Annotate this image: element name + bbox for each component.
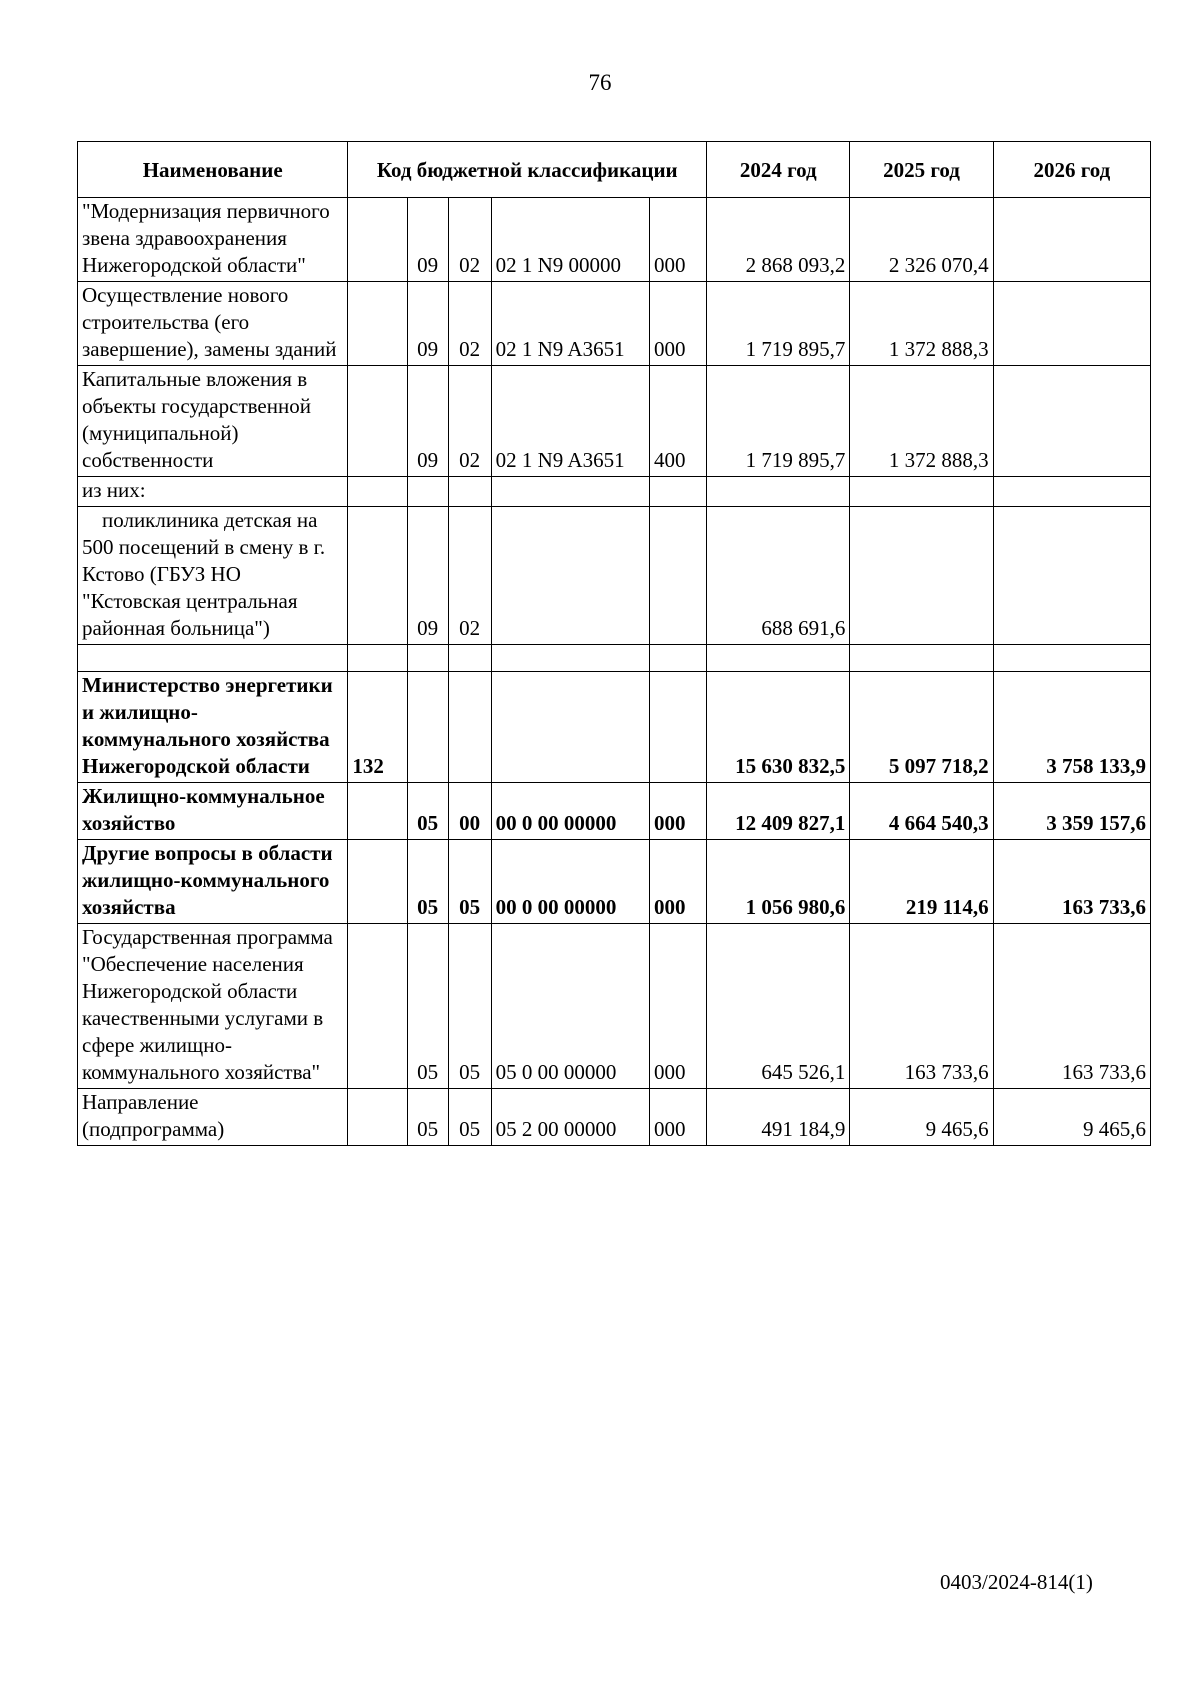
table-row <box>78 477 1151 507</box>
document-code: 0403/2024-814(1) <box>940 1570 1093 1594</box>
row-name: поликлиника детская на 500 посещений в смену в г. Кстово (ГБУЗ НО "Кстовская центральная районная больница") <box>78 507 348 645</box>
value-2025 <box>850 507 993 645</box>
value-2024: 15 630 832,5 <box>707 672 850 783</box>
code-subsection <box>448 645 491 672</box>
value-2025 <box>850 477 993 507</box>
header-2025: 2025 год <box>850 142 993 198</box>
code-ministry <box>348 198 407 282</box>
row-name: Осуществление нового строительства (его завершение), замены зданий <box>78 282 348 366</box>
value-2026 <box>993 198 1150 282</box>
value-2026 <box>993 477 1150 507</box>
code-section: 05 <box>407 840 448 924</box>
code-ministry <box>348 1089 407 1146</box>
code-ministry <box>348 840 407 924</box>
value-2024: 645 526,1 <box>707 924 850 1089</box>
code-target: 00 0 00 00000 <box>491 783 649 840</box>
value-2026: 163 733,6 <box>993 840 1150 924</box>
code-subsection: 02 <box>448 198 491 282</box>
code-section <box>407 477 448 507</box>
row-name: Капитальные вложения в объекты государственной (муниципальной) собственности <box>78 366 348 477</box>
value-2024: 688 691,6 <box>707 507 850 645</box>
table-row <box>78 366 1151 477</box>
value-2025: 2 326 070,4 <box>850 198 993 282</box>
code-ministry <box>348 282 407 366</box>
value-2024: 1 719 895,7 <box>707 282 850 366</box>
table-row <box>78 198 1151 282</box>
code-subsection: 00 <box>448 783 491 840</box>
value-2026: 3 359 157,6 <box>993 783 1150 840</box>
table-row <box>78 1089 1151 1146</box>
code-type: 000 <box>650 1089 707 1146</box>
code-ministry <box>348 645 407 672</box>
code-section: 09 <box>407 282 448 366</box>
value-2026 <box>993 366 1150 477</box>
code-type: 000 <box>650 282 707 366</box>
code-ministry <box>348 507 407 645</box>
table-row <box>78 507 1151 645</box>
code-section <box>407 645 448 672</box>
header-code: Код бюджетной классификации <box>348 142 707 198</box>
value-2026: 3 758 133,9 <box>993 672 1150 783</box>
code-type <box>650 507 707 645</box>
code-subsection: 05 <box>448 840 491 924</box>
code-subsection: 02 <box>448 282 491 366</box>
row-name: "Модернизация первичного звена здравоохранения Нижегородской области" <box>78 198 348 282</box>
value-2025: 1 372 888,3 <box>850 282 993 366</box>
value-2026 <box>993 282 1150 366</box>
code-subsection <box>448 672 491 783</box>
code-type: 000 <box>650 924 707 1089</box>
code-type: 000 <box>650 783 707 840</box>
code-subsection: 05 <box>448 924 491 1089</box>
header-name: Наименование <box>78 142 348 198</box>
code-target <box>491 672 649 783</box>
table-header-row <box>78 142 1151 198</box>
value-2025: 163 733,6 <box>850 924 993 1089</box>
code-target: 02 1 N9 A3651 <box>491 282 649 366</box>
table-row-empty <box>78 645 1151 672</box>
code-type: 400 <box>650 366 707 477</box>
code-subsection: 02 <box>448 507 491 645</box>
row-name: Другие вопросы в области жилищно-коммунального хозяйства <box>78 840 348 924</box>
code-section: 09 <box>407 366 448 477</box>
value-2025: 1 372 888,3 <box>850 366 993 477</box>
row-name: Направление (подпрограмма) <box>78 1089 348 1146</box>
page-number: 76 <box>588 70 612 95</box>
code-target <box>491 477 649 507</box>
code-ministry: 132 <box>348 672 407 783</box>
value-2024: 2 868 093,2 <box>707 198 850 282</box>
table-row <box>78 783 1151 840</box>
table-row <box>78 282 1151 366</box>
value-2026 <box>993 645 1150 672</box>
code-ministry <box>348 366 407 477</box>
row-name: Жилищно-коммунальное хозяйство <box>78 783 348 840</box>
value-2025: 5 097 718,2 <box>850 672 993 783</box>
code-subsection <box>448 477 491 507</box>
value-2025: 4 664 540,3 <box>850 783 993 840</box>
row-name <box>78 645 348 672</box>
code-section: 05 <box>407 783 448 840</box>
value-2025: 219 114,6 <box>850 840 993 924</box>
value-2024: 12 409 827,1 <box>707 783 850 840</box>
value-2026: 163 733,6 <box>993 924 1150 1089</box>
row-name: Министерство энергетики и жилищно-коммунального хозяйства Нижегородской области <box>78 672 348 783</box>
value-2024 <box>707 477 850 507</box>
code-target: 02 1 N9 A3651 <box>491 366 649 477</box>
code-section: 05 <box>407 1089 448 1146</box>
code-target: 00 0 00 00000 <box>491 840 649 924</box>
code-target: 05 2 00 00000 <box>491 1089 649 1146</box>
code-subsection: 05 <box>448 1089 491 1146</box>
code-type <box>650 645 707 672</box>
code-ministry <box>348 924 407 1089</box>
value-2024: 1 056 980,6 <box>707 840 850 924</box>
table-row <box>78 672 1151 783</box>
value-2025: 9 465,6 <box>850 1089 993 1146</box>
code-target <box>491 645 649 672</box>
value-2024 <box>707 645 850 672</box>
value-2024: 491 184,9 <box>707 1089 850 1146</box>
budget-table <box>77 141 1151 1146</box>
header-2024: 2024 год <box>707 142 850 198</box>
value-2024: 1 719 895,7 <box>707 366 850 477</box>
code-type <box>650 672 707 783</box>
row-name: Государственная программа "Обеспечение населения Нижегородской области качественными услугами в сфере жилищно-коммунального хозяйства" <box>78 924 348 1089</box>
value-2026 <box>993 507 1150 645</box>
code-target: 05 0 00 00000 <box>491 924 649 1089</box>
value-2026: 9 465,6 <box>993 1089 1150 1146</box>
code-section: 09 <box>407 507 448 645</box>
row-name: из них: <box>78 477 348 507</box>
code-section: 09 <box>407 198 448 282</box>
value-2025 <box>850 645 993 672</box>
code-ministry <box>348 783 407 840</box>
code-target <box>491 507 649 645</box>
code-ministry <box>348 477 407 507</box>
code-subsection: 02 <box>448 366 491 477</box>
code-type: 000 <box>650 198 707 282</box>
header-2026: 2026 год <box>993 142 1150 198</box>
code-type: 000 <box>650 840 707 924</box>
table-row <box>78 924 1151 1089</box>
table-row <box>78 840 1151 924</box>
code-section: 05 <box>407 924 448 1089</box>
code-section <box>407 672 448 783</box>
code-target: 02 1 N9 00000 <box>491 198 649 282</box>
code-type <box>650 477 707 507</box>
